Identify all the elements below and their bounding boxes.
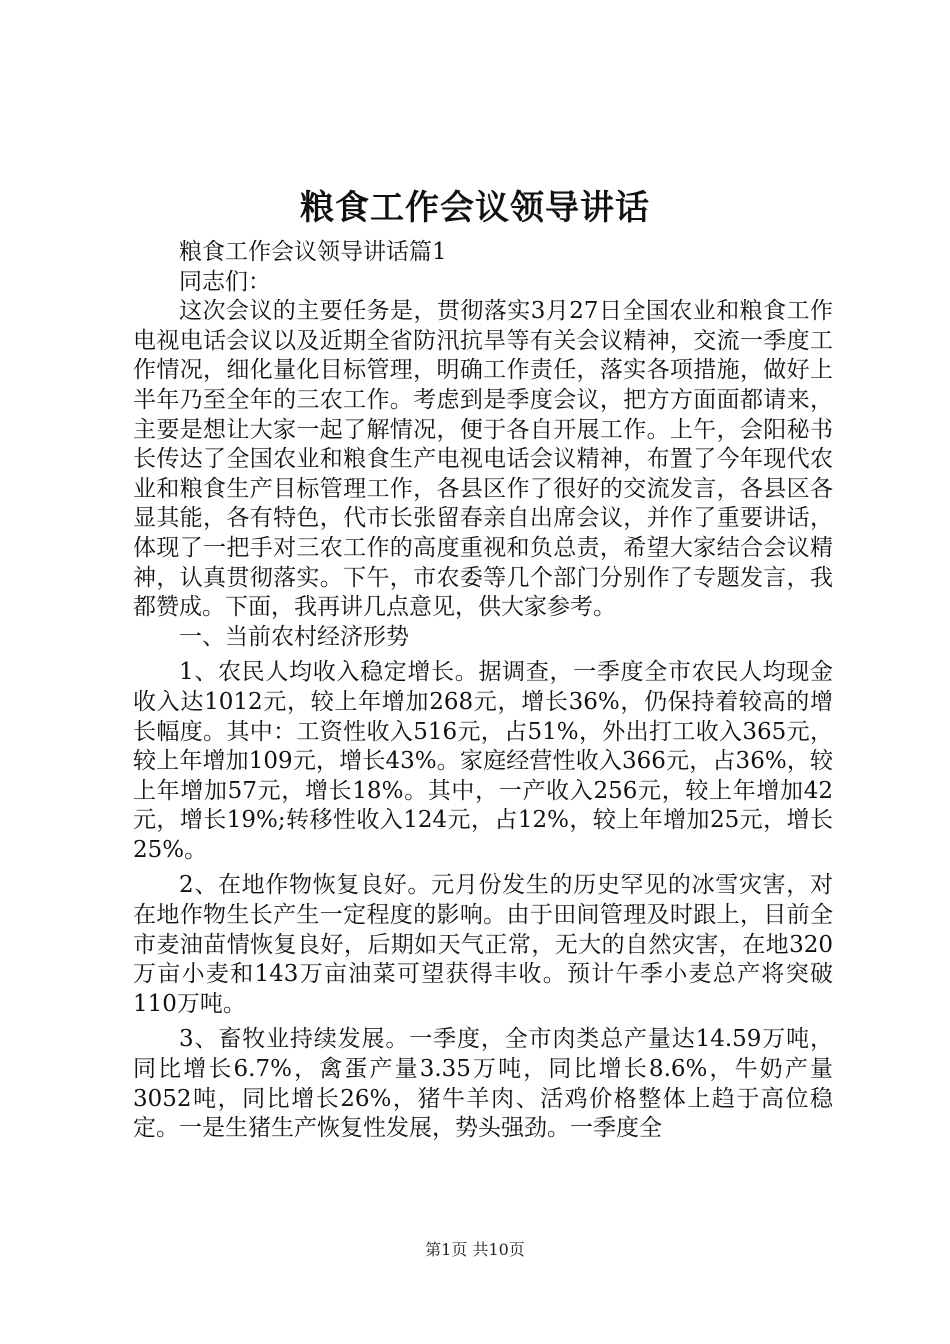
section-heading: 粮食工作会议领导讲话篇1 xyxy=(179,239,447,265)
subheading-economy: 一、当前农村经济形势 xyxy=(179,623,409,650)
document-body xyxy=(133,238,833,1144)
salutation: 同志们： xyxy=(179,268,271,295)
paragraph-crops: 2、在地作物恢复良好。元月份发生的历史罕见的冰雪灾害，对在地作物生长产生一定程度的影响。由于田间管理及时跟上，目前全市麦油苗情恢复良好，后期如天气正常，无大的自然灾害，在地320万亩小麦和143万亩油菜可望获得丰收。预计午季小麦总产将突破110万吨。 xyxy=(133,872,833,1017)
document-title: 粮食工作会议领导讲话 xyxy=(300,188,650,228)
paragraph-intro: 这次会议的主要任务是，贯彻落实3月27日全国农业和粮食工作电视电话会议以及近期全省防汛抗旱等有关会议精神，交流一季度工作情况，细化量化目标管理，明确工作责任，落实各项措施，做好上半年乃至全年的三农工作。考虑到是季度会议，把方方面面都请来，主要是想让大家一起了解情况，便于各自开展工作。上午，会阳秘书长传达了全国农业和粮食生产电视电话会议精神，布置了今年现代农业和粮食生产目标管理工作，各县区作了很好的交流发言，各县区各显其能，各有特色，代市长张留春亲自出席会议，并作了重要讲话，体现了一把手对三农工作的高度重视和负总责，希望大家结合会议精神，认真贯彻落实。下午，市农委等几个部门分别作了专题发言，我都赞成。下面，我再讲几点意见，供大家参考。 xyxy=(133,298,833,621)
paragraph-livestock: 3、畜牧业持续发展。一季度，全市肉类总产量达14.59万吨，同比增长6.7%，禽蛋产量3.35万吨，同比增长8.6%，牛奶产量3052吨，同比增长26%，猪牛羊肉、活鸡价格整体上趋于高位稳定。一是生猪生产恢复性发展，势头强劲。一季度全 xyxy=(133,1026,833,1142)
paragraph-income: 1、农民人均收入稳定增长。据调查，一季度全市农民人均现金收入达1012元，较上年增加268元，增长36%，仍保持着较高的增长幅度。其中：工资性收入516元，占51%，外出打工收入365元，较上年增加109元，增长43%。家庭经营性收入366元，占36%，较上年增加57元，增长18%。其中，一产收入256元，较上年增加42元，增长19%;转移性收入124元，占12%，较上年增加25元，增长25%。 xyxy=(133,659,833,863)
page-number-footer: 第1页 共10页 xyxy=(425,1240,525,1259)
